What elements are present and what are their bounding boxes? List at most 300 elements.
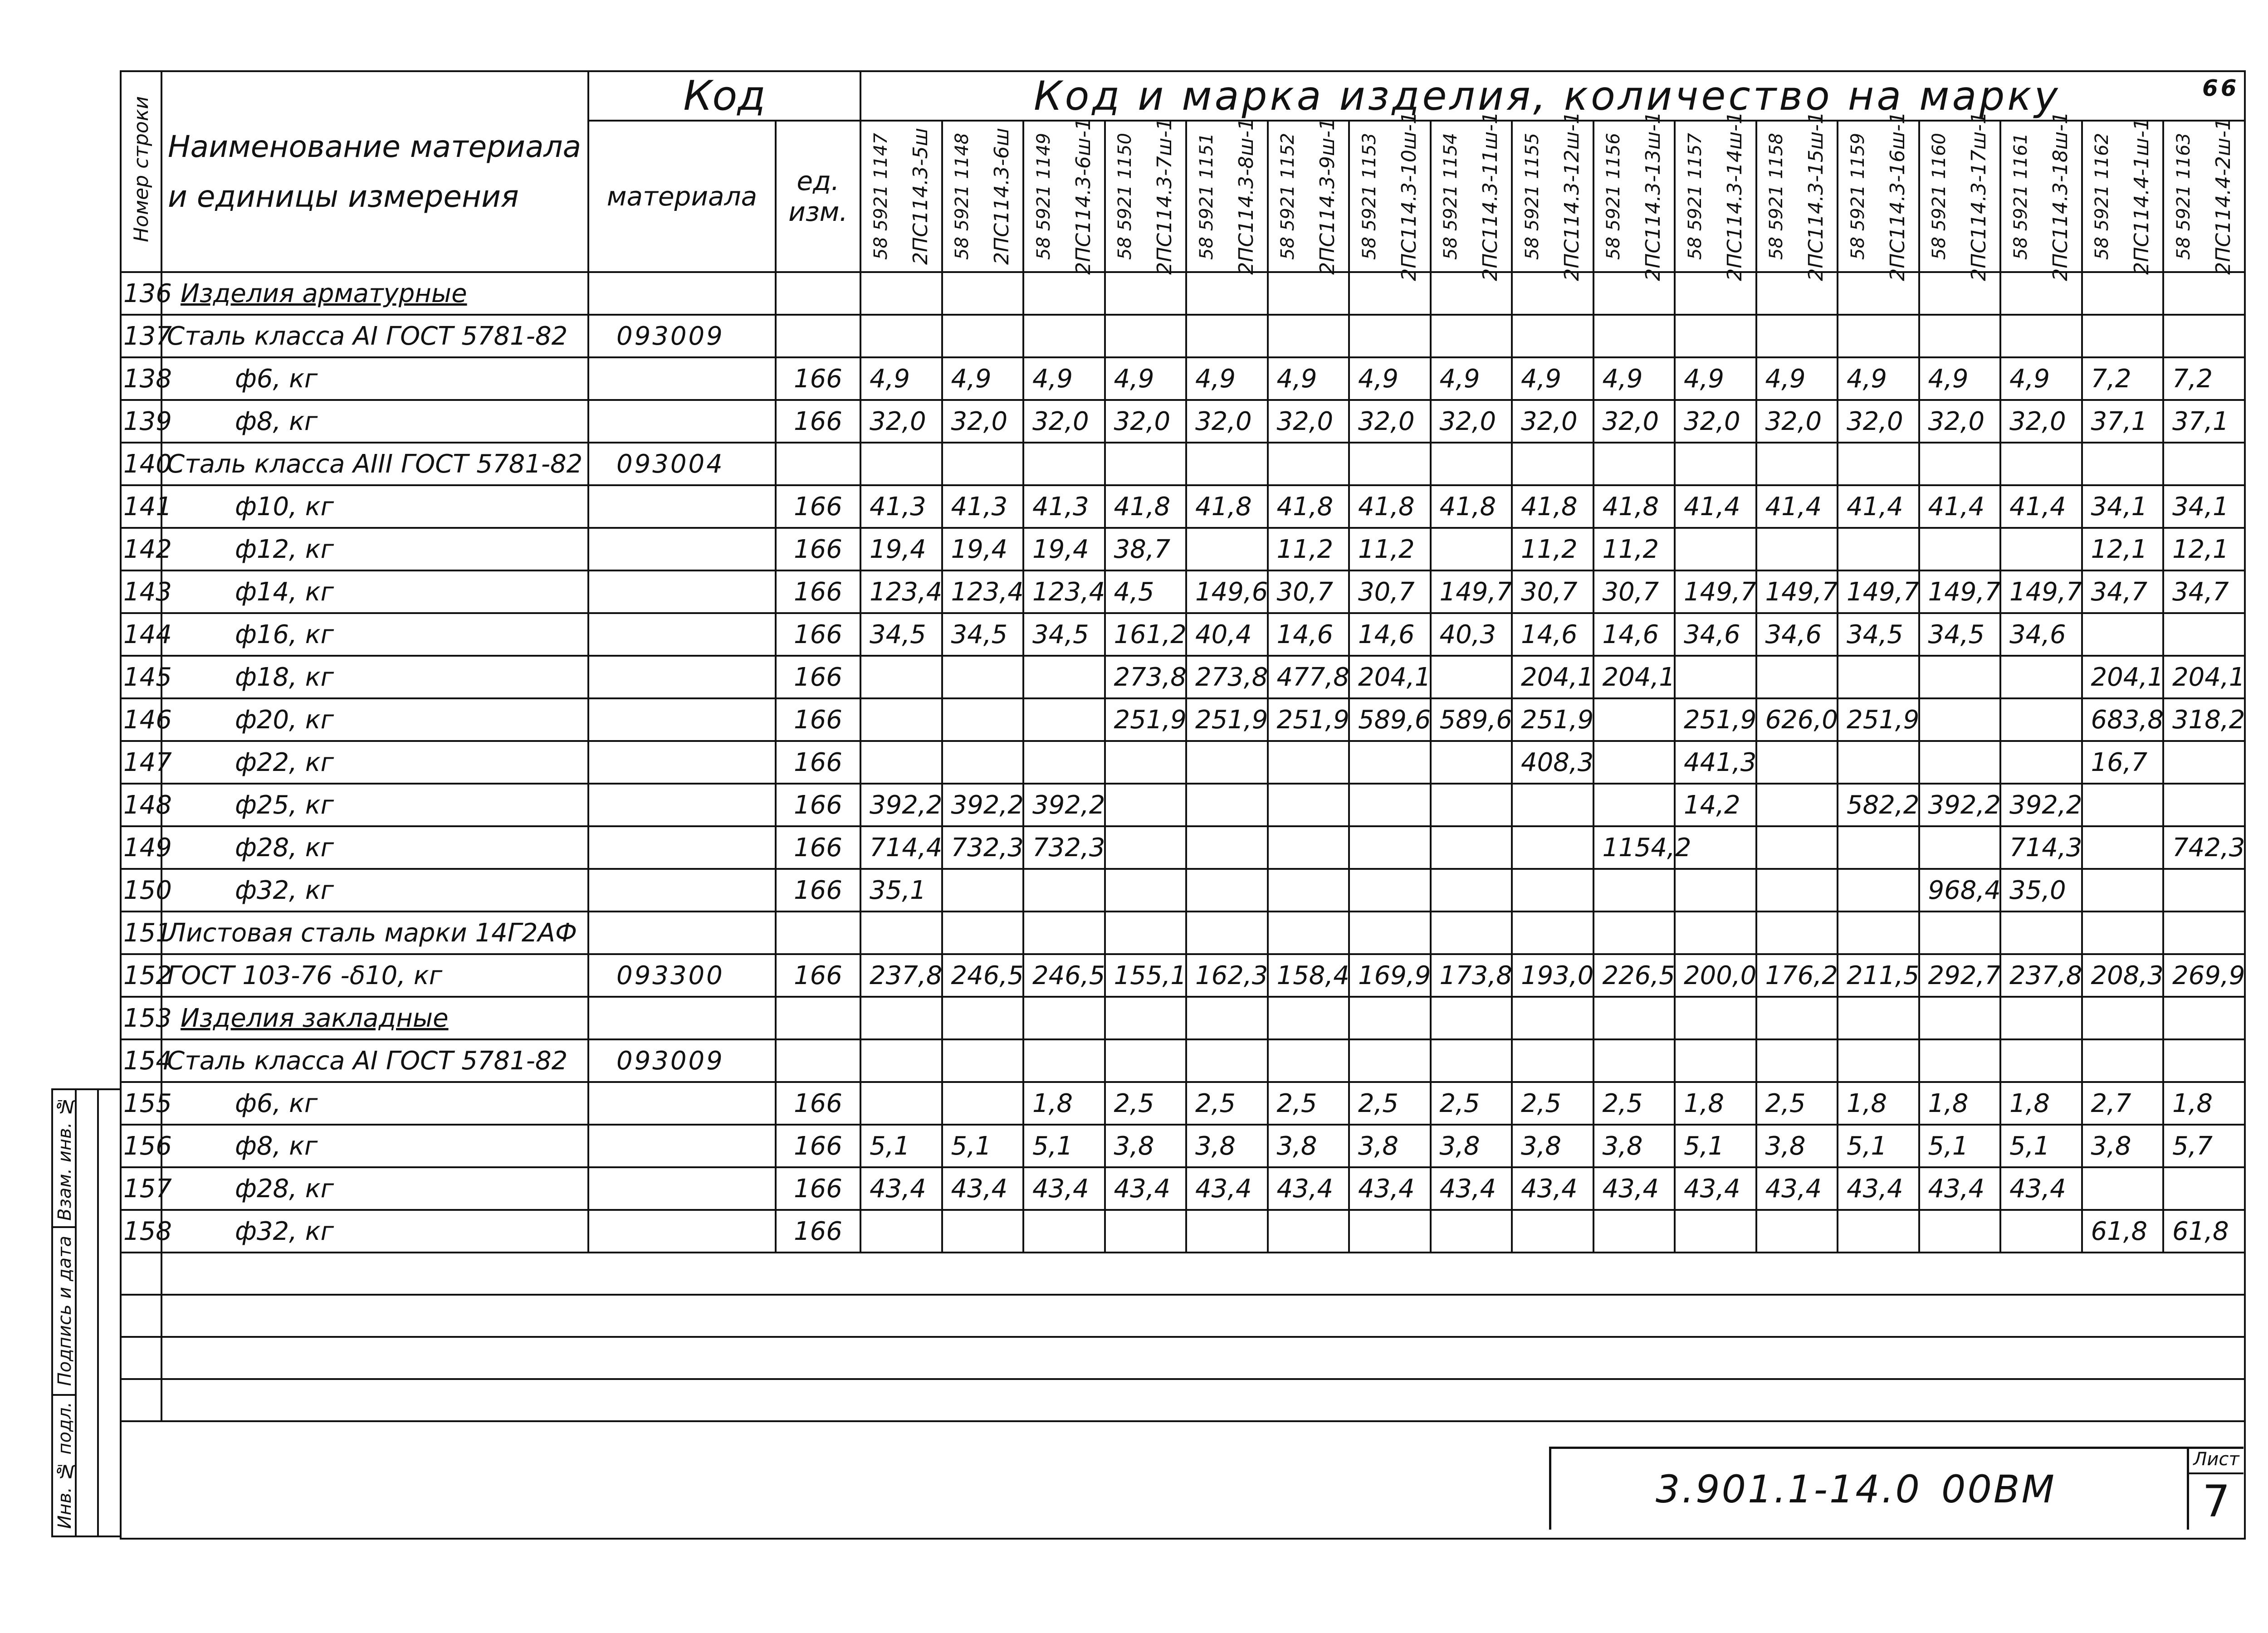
quantity-cell xyxy=(860,656,942,698)
quantity-cell xyxy=(860,912,942,954)
quantity-cell xyxy=(1919,315,2001,357)
material-code xyxy=(588,1210,776,1253)
quantity-cell: 251,9 xyxy=(1186,698,1268,741)
quantity-cell: 5,1 xyxy=(1919,1125,2001,1167)
quantity-cell xyxy=(1268,741,1349,784)
quantity-cell: 3,8 xyxy=(1105,1125,1187,1167)
quantity-cell: 1,8 xyxy=(2163,1082,2245,1125)
quantity-cell: 5,1 xyxy=(1838,1125,1919,1167)
quantity-cell: 2,5 xyxy=(1593,1082,1675,1125)
product-mark: 2ПС114.3-14ш-1 xyxy=(1723,112,1746,281)
quantity-cell xyxy=(1512,826,1593,869)
quantity-cell xyxy=(1023,1210,1105,1253)
quantity-cell xyxy=(1349,1210,1431,1253)
quantity-cell xyxy=(860,997,942,1039)
quantity-cell: 41,3 xyxy=(1023,485,1105,528)
quantity-cell: 2,5 xyxy=(1105,1082,1187,1125)
product-mark: 2ПС114.3-6ш xyxy=(990,128,1014,265)
quantity-cell xyxy=(1186,741,1268,784)
quantity-cell: 32,0 xyxy=(1593,400,1675,443)
quantity-cell: 149,7 xyxy=(1675,570,1756,613)
table-row xyxy=(121,869,2245,912)
table-row xyxy=(121,528,2245,570)
table-row xyxy=(121,272,2245,315)
quantity-cell xyxy=(1023,869,1105,912)
quantity-cell xyxy=(1838,997,1919,1039)
quantity-cell: 41,8 xyxy=(1186,485,1268,528)
material-name: ГОСТ 103-76 -δ10, кг xyxy=(161,954,588,997)
quantity-cell xyxy=(942,1210,1024,1253)
quantity-cell: 11,2 xyxy=(1512,528,1593,570)
quantity-cell xyxy=(1838,826,1919,869)
page-number: 66 xyxy=(2202,75,2239,101)
material-code xyxy=(588,869,776,912)
quantity-cell: 441,3 xyxy=(1675,741,1756,784)
material-code xyxy=(588,570,776,613)
quantity-cell xyxy=(1512,443,1593,485)
unit-code: 166 xyxy=(776,613,860,656)
product-code: 58 5921 1147 xyxy=(870,133,891,260)
row-number: 144 xyxy=(121,613,161,656)
unit-code: 166 xyxy=(776,400,860,443)
quantity-cell xyxy=(2163,869,2245,912)
quantity-cell: 169,9 xyxy=(1349,954,1431,997)
quantity-cell xyxy=(1919,912,2001,954)
quantity-cell xyxy=(1756,869,1838,912)
quantity-cell xyxy=(1756,1210,1838,1253)
quantity-cell xyxy=(1349,784,1431,826)
signature-date-label: Подпись и дата xyxy=(54,1236,75,1386)
material-name: ф16, кг xyxy=(161,613,588,656)
row-number: 141 xyxy=(121,485,161,528)
document-suffix: 00ВМ xyxy=(1941,1467,2056,1511)
material-code xyxy=(588,357,776,400)
quantity-cell xyxy=(1838,443,1919,485)
unit-code xyxy=(776,272,860,315)
quantity-cell xyxy=(1105,784,1187,826)
unit-code: 166 xyxy=(776,869,860,912)
quantity-cell: 318,2 xyxy=(2163,698,2245,741)
product-column-header xyxy=(1838,112,1919,281)
quantity-cell xyxy=(1268,912,1349,954)
quantity-cell xyxy=(1023,698,1105,741)
quantity-cell xyxy=(2082,784,2164,826)
quantity-cell: 30,7 xyxy=(1349,570,1431,613)
quantity-cell xyxy=(1512,869,1593,912)
quantity-cell xyxy=(942,443,1024,485)
product-column-header xyxy=(1268,118,1349,275)
unit-code: 166 xyxy=(776,826,860,869)
quantity-cell: 161,2 xyxy=(1105,613,1187,656)
quantity-cell xyxy=(2000,741,2082,784)
quantity-cell: 5,1 xyxy=(2000,1125,2082,1167)
row-number: 158 xyxy=(121,1210,161,1253)
quantity-cell xyxy=(2163,912,2245,954)
quantity-cell xyxy=(1268,869,1349,912)
product-column-header xyxy=(1756,112,1838,281)
product-code: 58 5921 1154 xyxy=(1440,133,1461,260)
quantity-cell xyxy=(1919,443,2001,485)
material-code xyxy=(588,826,776,869)
empty-cell xyxy=(161,1379,2245,1421)
quantity-cell xyxy=(1431,443,1512,485)
product-mark: 2ПС114.3-7ш-1 xyxy=(1153,118,1177,275)
quantity-cell: 4,9 xyxy=(1023,357,1105,400)
empty-number-cell xyxy=(121,1253,161,1295)
quantity-cell xyxy=(1023,997,1105,1039)
quantity-cell: 4,9 xyxy=(1512,357,1593,400)
row-number: 147 xyxy=(121,741,161,784)
quantity-cell xyxy=(2163,443,2245,485)
quantity-cell xyxy=(942,272,1024,315)
quantity-cell xyxy=(1023,443,1105,485)
quantity-cell: 43,4 xyxy=(1756,1167,1838,1210)
quantity-cell: 589,6 xyxy=(1431,698,1512,741)
quantity-cell: 32,0 xyxy=(1431,400,1512,443)
empty-row xyxy=(121,1379,2245,1421)
quantity-cell: 149,7 xyxy=(2000,570,2082,613)
quantity-cell xyxy=(942,315,1024,357)
product-mark: 2ПС114.3-5ш xyxy=(909,128,932,265)
quantity-cell: 34,6 xyxy=(1756,613,1838,656)
quantity-cell xyxy=(860,272,942,315)
table-row xyxy=(121,912,2245,954)
quantity-cell: 35,0 xyxy=(2000,869,2082,912)
product-code: 58 5921 1155 xyxy=(1521,133,1543,260)
quantity-cell: 2,5 xyxy=(1756,1082,1838,1125)
quantity-cell xyxy=(2082,1167,2164,1210)
quantity-cell: 34,5 xyxy=(1838,613,1919,656)
quantity-cell xyxy=(2000,656,2082,698)
material-name: Листовая сталь марки 14Г2АФ xyxy=(161,912,588,954)
material-name: ф20, кг xyxy=(161,698,588,741)
quantity-cell: 237,8 xyxy=(860,954,942,997)
quantity-cell xyxy=(1431,997,1512,1039)
product-code: 58 5921 1151 xyxy=(1196,133,1217,260)
material-code xyxy=(588,1125,776,1167)
quantity-cell: 4,9 xyxy=(1756,357,1838,400)
product-mark: 2ПС114.3-9ш-1 xyxy=(1316,118,1339,275)
product-mark: 2ПС114.4-1ш-1 xyxy=(2130,118,2154,275)
quantity-cell xyxy=(1268,1039,1349,1082)
quantity-cell xyxy=(1593,1039,1675,1082)
material-name: Сталь класса AI ГОСТ 5781-82 xyxy=(161,315,588,357)
material-code xyxy=(588,1082,776,1125)
quantity-cell: 392,2 xyxy=(1023,784,1105,826)
quantity-cell xyxy=(1919,656,2001,698)
quantity-cell xyxy=(1268,443,1349,485)
quantity-cell: 43,4 xyxy=(1675,1167,1756,1210)
empty-row xyxy=(121,1253,2245,1295)
quantity-cell xyxy=(860,315,942,357)
quantity-cell: 43,4 xyxy=(1838,1167,1919,1210)
product-code: 58 5921 1158 xyxy=(1766,133,1787,260)
quantity-cell xyxy=(942,698,1024,741)
material-name: ф32, кг xyxy=(161,1210,588,1253)
quantity-cell: 582,2 xyxy=(1838,784,1919,826)
quantity-cell xyxy=(1756,741,1838,784)
product-code: 58 5921 1161 xyxy=(2010,133,2031,260)
quantity-cell xyxy=(1023,912,1105,954)
quantity-cell: 3,8 xyxy=(1756,1125,1838,1167)
empty-cell xyxy=(161,1337,2245,1379)
quantity-cell: 19,4 xyxy=(1023,528,1105,570)
material-name: ф28, кг xyxy=(161,826,588,869)
quantity-cell: 32,0 xyxy=(1349,400,1431,443)
table-row xyxy=(121,954,2245,997)
table-row xyxy=(121,1125,2245,1167)
quantity-cell: 149,6 xyxy=(1186,570,1268,613)
quantity-cell: 14,6 xyxy=(1349,613,1431,656)
product-column-header xyxy=(1512,112,1593,281)
quantity-cell xyxy=(2000,912,2082,954)
table-row xyxy=(121,357,2245,400)
quantity-cell: 5,1 xyxy=(860,1125,942,1167)
table-row xyxy=(121,997,2245,1039)
quantity-cell: 43,4 xyxy=(1593,1167,1675,1210)
unit-code: 166 xyxy=(776,1210,860,1253)
inv-original-cell xyxy=(53,1396,77,1535)
quantity-cell: 41,4 xyxy=(1756,485,1838,528)
quantity-cell: 392,2 xyxy=(1919,784,2001,826)
unit-code: 166 xyxy=(776,357,860,400)
quantity-cell xyxy=(1593,784,1675,826)
quantity-cell xyxy=(1593,315,1675,357)
unit-code: 166 xyxy=(776,954,860,997)
product-column-header xyxy=(1919,112,2001,281)
quantity-cell: 4,5 xyxy=(1105,570,1187,613)
quantity-cell xyxy=(2082,443,2164,485)
quantity-cell: 4,9 xyxy=(860,357,942,400)
unit-code: 166 xyxy=(776,528,860,570)
table-row xyxy=(121,741,2245,784)
product-code: 58 5921 1162 xyxy=(2092,133,2113,260)
quantity-cell: 16,7 xyxy=(2082,741,2164,784)
product-mark: 2ПС114.3-16ш-1 xyxy=(1886,112,1909,281)
quantity-cell: 32,0 xyxy=(1268,400,1349,443)
quantity-cell: 4,9 xyxy=(1919,357,2001,400)
quantity-cell: 3,8 xyxy=(1268,1125,1349,1167)
product-column-header xyxy=(1675,112,1756,281)
quantity-cell xyxy=(1268,315,1349,357)
quantity-cell: 3,8 xyxy=(1349,1125,1431,1167)
quantity-cell: 392,2 xyxy=(942,784,1024,826)
quantity-cell: 742,3 xyxy=(2163,826,2245,869)
material-name: ф25, кг xyxy=(161,784,588,826)
material-name: Сталь класса AIII ГОСТ 5781-82 xyxy=(161,443,588,485)
quantity-cell: 204,1 xyxy=(1349,656,1431,698)
quantity-cell xyxy=(1431,1210,1512,1253)
quantity-cell xyxy=(1023,315,1105,357)
product-mark: 2ПС114.3-11ш-1 xyxy=(1479,112,1502,281)
quantity-cell xyxy=(1919,528,2001,570)
product-code: 58 5921 1150 xyxy=(1114,133,1136,260)
quantity-cell xyxy=(1186,869,1268,912)
material-code: 093009 xyxy=(588,1039,776,1082)
row-number: 145 xyxy=(121,656,161,698)
row-number: 156 xyxy=(121,1125,161,1167)
quantity-cell: 173,8 xyxy=(1431,954,1512,997)
quantity-cell: 204,1 xyxy=(1512,656,1593,698)
quantity-cell: 3,8 xyxy=(1512,1125,1593,1167)
quantity-cell xyxy=(2000,528,2082,570)
quantity-cell: 61,8 xyxy=(2082,1210,2164,1253)
document-number: 3.901.1-14.0 xyxy=(1656,1467,1921,1511)
quantity-cell: 32,0 xyxy=(1675,400,1756,443)
quantity-cell xyxy=(1593,869,1675,912)
table-row xyxy=(121,485,2245,528)
row-number: 150 xyxy=(121,869,161,912)
quantity-cell: 61,8 xyxy=(2163,1210,2245,1253)
row-number: 152 xyxy=(121,954,161,997)
quantity-cell xyxy=(1431,315,1512,357)
quantity-cell xyxy=(1186,912,1268,954)
quantity-cell xyxy=(1919,1039,2001,1082)
material-code xyxy=(588,997,776,1039)
quantity-cell: 43,4 xyxy=(860,1167,942,1210)
quantity-cell: 2,5 xyxy=(1512,1082,1593,1125)
quantity-cell: 251,9 xyxy=(1675,698,1756,741)
quantity-cell: 4,9 xyxy=(942,357,1024,400)
empty-row xyxy=(121,1295,2245,1337)
product-code: 58 5921 1159 xyxy=(1847,133,1868,260)
quantity-cell: 41,8 xyxy=(1512,485,1593,528)
quantity-cell: 43,4 xyxy=(1105,1167,1187,1210)
products-header xyxy=(860,71,2245,121)
product-column-header xyxy=(1349,112,1431,281)
quantity-cell xyxy=(1105,1039,1187,1082)
quantity-cell: 158,4 xyxy=(1268,954,1349,997)
quantity-cell: 626,0 xyxy=(1756,698,1838,741)
code-header: Код xyxy=(588,71,860,121)
quantity-cell xyxy=(942,1039,1024,1082)
row-number: 140 xyxy=(121,443,161,485)
quantity-cell xyxy=(1838,912,1919,954)
quantity-cell: 211,5 xyxy=(1838,954,1919,997)
product-column-header xyxy=(942,121,1024,272)
quantity-cell: 237,8 xyxy=(2000,954,2082,997)
empty-row xyxy=(121,1337,2245,1379)
quantity-cell: 12,1 xyxy=(2163,528,2245,570)
quantity-cell: 392,2 xyxy=(860,784,942,826)
quantity-cell: 37,1 xyxy=(2082,400,2164,443)
quantity-cell xyxy=(860,698,942,741)
quantity-cell: 123,4 xyxy=(860,570,942,613)
quantity-cell xyxy=(1023,1039,1105,1082)
material-code-header: материала xyxy=(588,121,776,272)
quantity-cell xyxy=(1756,912,1838,954)
quantity-cell xyxy=(1268,997,1349,1039)
product-column-header xyxy=(1186,118,1268,275)
quantity-cell: 43,4 xyxy=(1023,1167,1105,1210)
quantity-cell: 392,2 xyxy=(2000,784,2082,826)
product-mark: 2ПС114.3-8ш-1 xyxy=(1234,118,1258,275)
quantity-cell xyxy=(1105,272,1187,315)
row-number: 151 xyxy=(121,912,161,954)
sheet-number: 7 xyxy=(2202,1476,2230,1527)
product-mark: 2ПС114.3-17ш-1 xyxy=(1967,112,1991,281)
material-code xyxy=(588,656,776,698)
quantity-cell xyxy=(1186,272,1268,315)
empty-number-cell xyxy=(121,1379,161,1421)
quantity-cell xyxy=(1268,1210,1349,1253)
quantity-cell: 37,1 xyxy=(2163,400,2245,443)
table-row xyxy=(121,443,2245,485)
quantity-cell xyxy=(1105,1210,1187,1253)
unit-header: ед. изм. xyxy=(776,121,860,272)
quantity-cell xyxy=(1838,656,1919,698)
quantity-cell xyxy=(2163,613,2245,656)
quantity-cell: 32,0 xyxy=(1919,400,2001,443)
quantity-cell xyxy=(1349,443,1431,485)
quantity-cell xyxy=(1105,826,1187,869)
quantity-cell: 149,7 xyxy=(1756,570,1838,613)
quantity-cell xyxy=(1512,1039,1593,1082)
quantity-cell: 273,8 xyxy=(1105,656,1187,698)
quantity-cell xyxy=(1675,528,1756,570)
quantity-cell xyxy=(2163,1167,2245,1210)
product-code: 58 5921 1157 xyxy=(1684,133,1706,260)
quantity-cell xyxy=(1675,656,1756,698)
quantity-cell xyxy=(2163,784,2245,826)
quantity-cell: 4,9 xyxy=(2000,357,2082,400)
quantity-cell: 14,6 xyxy=(1512,613,1593,656)
quantity-cell xyxy=(1349,1039,1431,1082)
quantity-cell xyxy=(860,443,942,485)
quantity-cell: 2,5 xyxy=(1268,1082,1349,1125)
product-code: 58 5921 1156 xyxy=(1603,133,1624,260)
quantity-cell xyxy=(1593,997,1675,1039)
quantity-cell: 30,7 xyxy=(1593,570,1675,613)
quantity-cell xyxy=(1756,826,1838,869)
quantity-cell: 43,4 xyxy=(942,1167,1024,1210)
empty-cell xyxy=(161,1253,2245,1295)
signature-date-cell xyxy=(53,1228,77,1396)
quantity-cell: 11,2 xyxy=(1349,528,1431,570)
quantity-cell: 5,1 xyxy=(942,1125,1024,1167)
quantity-cell xyxy=(860,741,942,784)
quantity-cell: 162,3 xyxy=(1186,954,1268,997)
material-name: ф10, кг xyxy=(161,485,588,528)
quantity-cell: 208,3 xyxy=(2082,954,2164,997)
quantity-cell: 11,2 xyxy=(1268,528,1349,570)
quantity-cell: 14,2 xyxy=(1675,784,1756,826)
quantity-cell: 41,8 xyxy=(1593,485,1675,528)
quantity-cell: 714,3 xyxy=(2000,826,2082,869)
row-number: 154 xyxy=(121,1039,161,1082)
quantity-cell: 477,8 xyxy=(1268,656,1349,698)
quantity-cell xyxy=(1186,528,1268,570)
quantity-cell xyxy=(2000,1210,2082,1253)
row-number: 136 xyxy=(121,272,161,315)
material-code xyxy=(588,485,776,528)
quantity-cell: 1,8 xyxy=(2000,1082,2082,1125)
quantity-cell xyxy=(1105,443,1187,485)
quantity-cell: 204,1 xyxy=(2163,656,2245,698)
quantity-cell: 714,4 xyxy=(860,826,942,869)
quantity-cell xyxy=(1593,1210,1675,1253)
quantity-cell: 155,1 xyxy=(1105,954,1187,997)
quantity-cell xyxy=(2163,997,2245,1039)
quantity-cell: 2,5 xyxy=(1349,1082,1431,1125)
quantity-cell xyxy=(1186,1039,1268,1082)
quantity-cell: 408,3 xyxy=(1512,741,1593,784)
quantity-cell: 683,8 xyxy=(2082,698,2164,741)
quantity-cell: 4,9 xyxy=(1105,357,1187,400)
quantity-cell: 14,6 xyxy=(1268,613,1349,656)
unit-code: 166 xyxy=(776,485,860,528)
material-name: ф8, кг xyxy=(161,400,588,443)
